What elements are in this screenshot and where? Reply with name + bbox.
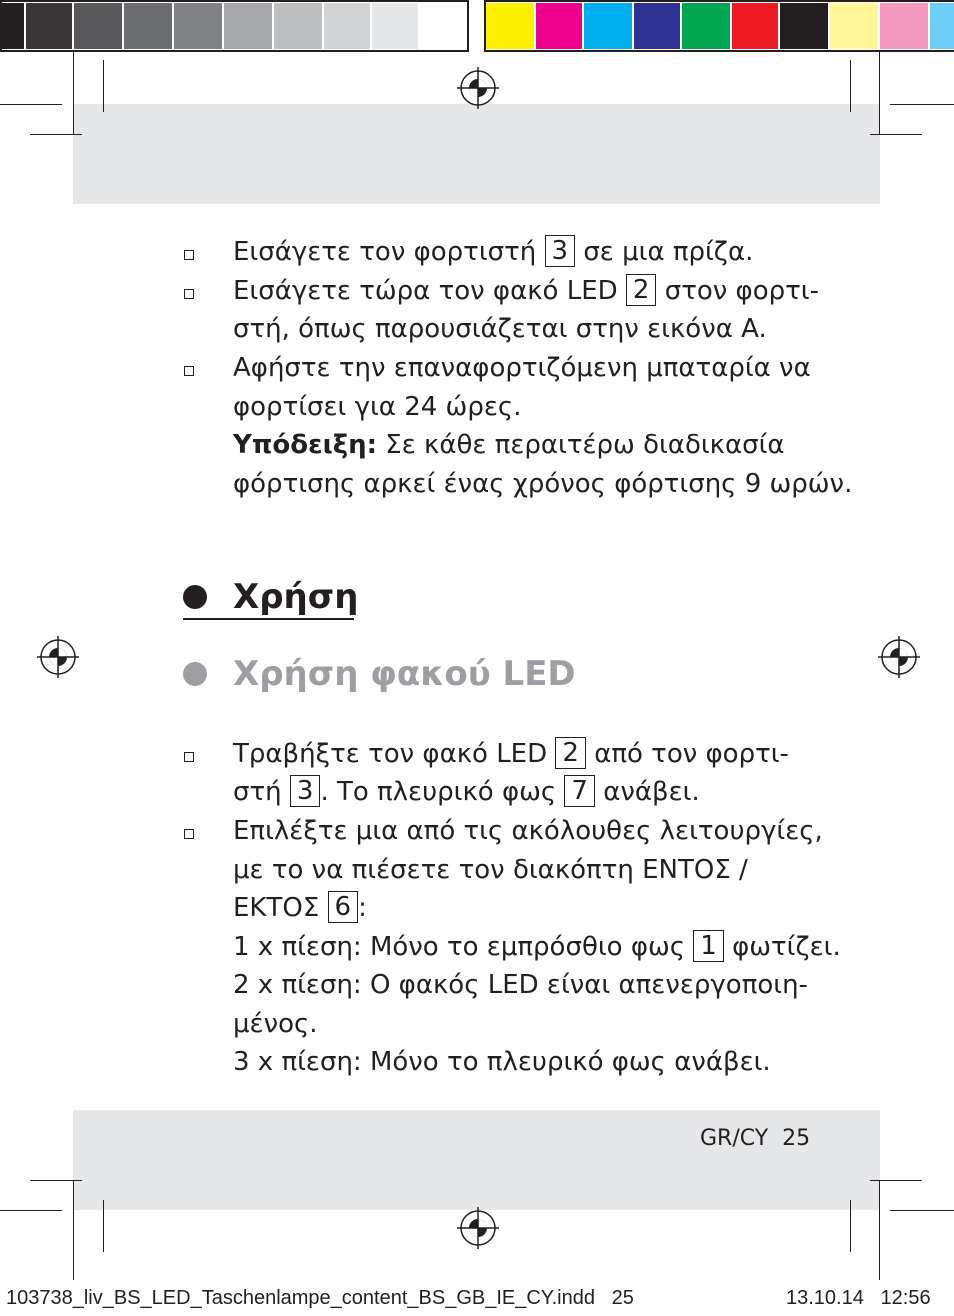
option-line: μένος. — [233, 1009, 318, 1039]
registration-mark-top — [457, 67, 499, 109]
registration-mark-left — [37, 636, 79, 678]
language-code: GR/CY — [700, 1126, 769, 1151]
section-heading: Χρήση — [233, 577, 359, 617]
note-line: Υπόδειξη: Σε κάθε περαιτέρω διαδικασία — [233, 430, 785, 460]
ref-number: 3 — [545, 235, 576, 267]
bullet-box — [184, 289, 194, 299]
registration-mark-bottom — [457, 1207, 499, 1249]
option-line: 3 x πίεση: Μόνο το πλευρικό φως ανάβει. — [233, 1047, 771, 1077]
instruction-line: στή 3 . Το πλευρικό φως 7 ανάβει. — [233, 775, 700, 807]
instruction-line: Αφήστε την επαναφορτιζόμενη μπαταρία να — [233, 353, 811, 383]
instruction-line: με το να πιέσετε τον διακόπτη ΕΝΤΟΣ / — [233, 855, 748, 885]
instruction-line: Τραβήξτε τον φακό LED 2 από τον φορτι- — [233, 737, 789, 769]
page-number: 25 — [782, 1126, 811, 1151]
note-line: φόρτισης αρκεί ένας χρόνος φόρτισης 9 ωρών. — [233, 469, 853, 499]
ref-number: 2 — [555, 737, 586, 769]
ref-number: 7 — [564, 775, 595, 807]
registration-mark-right — [878, 636, 920, 678]
instruction-line: ΕΚΤΟΣ 6 : — [233, 891, 367, 923]
heading-underline — [183, 618, 354, 620]
slug-datetime: 13.10.14 12:56 — [786, 1287, 931, 1309]
heading-bullet-icon — [183, 585, 207, 609]
ref-number: 3 — [290, 775, 321, 807]
ref-number: 6 — [328, 891, 359, 923]
subheading-bullet-icon — [183, 662, 207, 686]
bullet-box — [184, 752, 194, 762]
slug-filename: 103738_liv_BS_LED_Taschenlampe_content_BS_GB_IE_CY.indd 25 — [6, 1287, 634, 1309]
bullet-box — [184, 829, 194, 839]
option-line: 1 x πίεση: Μόνο το εμπρόσθιο φως 1 φωτίζει. — [233, 930, 841, 962]
note-label: Υπόδειξη: — [233, 430, 377, 460]
option-line: 2 x πίεση: Ο φακός LED είναι απενεργοποιη- — [233, 970, 808, 1000]
instruction-line: Εισάγετε τον φορτιστή 3 σε μια πρίζα. — [233, 235, 754, 267]
bullet-box — [184, 366, 194, 376]
instruction-line: φορτίσει για 24 ώρες. — [233, 392, 522, 422]
instruction-line: Επιλέξτε μια από τις ακόλουθες λειτουργίες, — [233, 816, 823, 846]
subsection-heading: Χρήση φακού LED — [233, 654, 576, 694]
header-band — [73, 104, 880, 204]
instruction-line: στή, όπως παρουσιάζεται στην εικόνα A. — [233, 314, 767, 344]
ref-number: 2 — [626, 274, 657, 306]
page-footer — [700, 1124, 810, 1154]
instruction-line: Εισάγετε τώρα τον φακό LED 2 στον φορτι- — [233, 274, 819, 306]
ref-number: 1 — [693, 930, 724, 962]
bullet-box — [184, 250, 194, 260]
